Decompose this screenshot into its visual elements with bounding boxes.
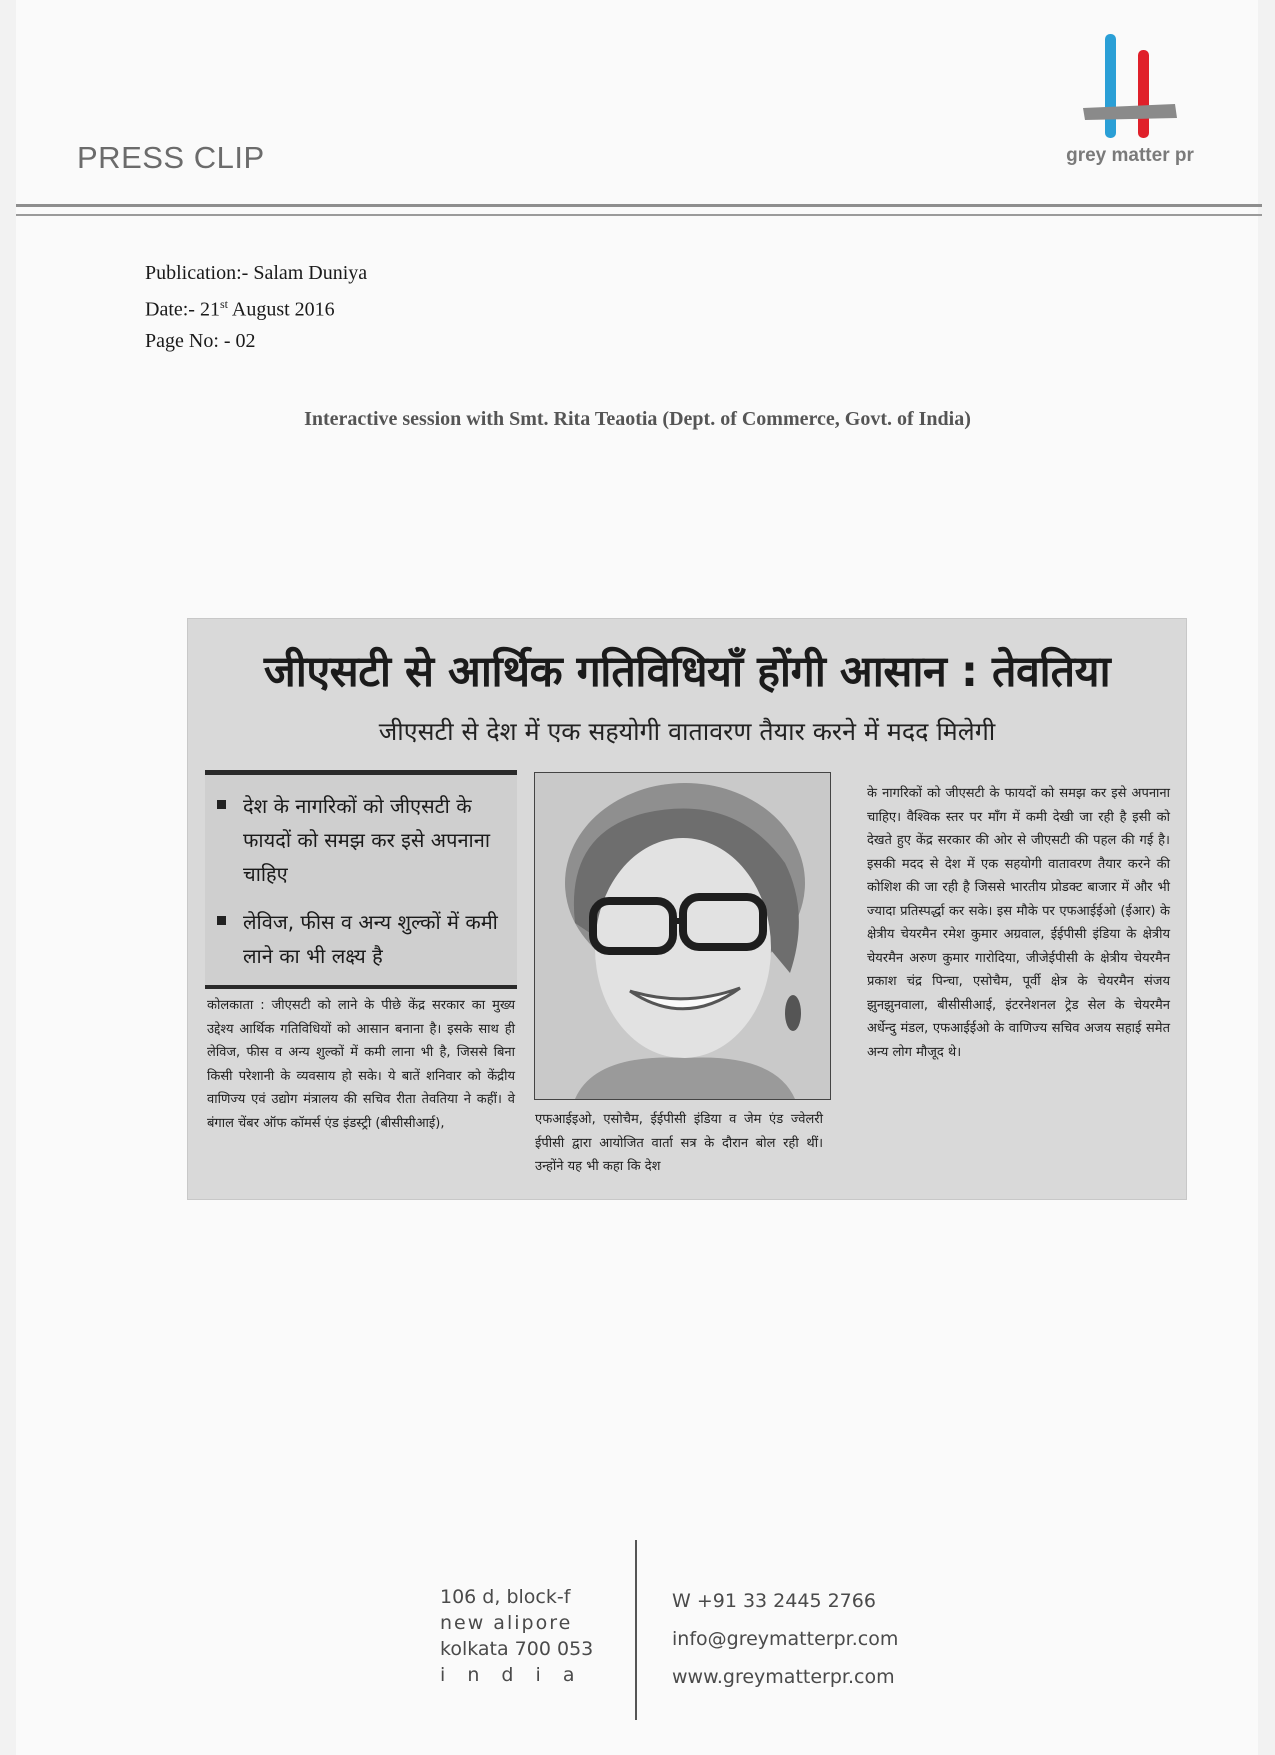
portrait-photo <box>534 772 831 1100</box>
logo-wordmark: grey matter pr <box>1066 145 1194 166</box>
header-rule-thin <box>16 214 1262 216</box>
footer-contact <box>672 1582 898 1696</box>
newspaper-clipping <box>187 618 1187 1200</box>
article-column-3: के नागरिकों को जीएसटी के फायदों को समझ कर इसे अपनाना चाहिए। वैश्विक स्तर पर माँग में कमी देखी जा रही है इसी को देखते हुए केंद्र सरकार की ओर से जीएसटी की पहल की गई है। इसकी मदद से देश में एक सहयोगी वातावरण तैयार करने की कोशिश की जा रही है जिससे भारतीय प्रोडक्ट बाजार में और भी ज्यादा प्रतिस्पर्द्धा कर सके। इस मौके पर एफआईईओ (ईआर) के क्षेत्रीय चेयरमैन रमेश कुमार अग्रवाल, ईईपीसी इंडिया के क्षेत्रीय चेयरमैन अरुण कुमार गारोदिया, जीजेईपीसी के क्षेत्रीय चेयरमैन प्रकाश चंद्र पिन्चा, एसोचैम, पूर्वी क्षेत्र के चेयरमैन संजय झुनझुनवाला, बीसीसीआई, इंटरनेशनल ट्रेड सेल के चेयरमैन अर्धेन्दु मंडल, एफआईईओ के वाणिज्य सचिव अजय सहाई समेत अन्य लोग मौजूद थे। <box>867 786 1170 1060</box>
bullet-icon <box>217 800 226 809</box>
publication-date: Date:- 21st August 2016 <box>145 297 335 321</box>
footer-divider <box>635 1540 637 1720</box>
highlights-box <box>205 770 517 989</box>
website-link[interactable]: www.greymatterpr.com <box>672 1666 895 1688</box>
email-link[interactable]: info@greymatterpr.com <box>672 1628 899 1650</box>
phone-number: W +91 33 2445 2766 <box>672 1590 876 1612</box>
address-line: 106 d, block-f <box>440 1586 571 1608</box>
article-headline: जीएसटी से आर्थिक गतिविधियाँ होंगी आसान : तेवतिया <box>263 647 1111 697</box>
footer-address <box>440 1584 593 1688</box>
clip-caption: Interactive session with Smt. Rita Teaotia (Dept. of Commerce, Govt. of India) <box>304 408 971 430</box>
publication: Publication:- Salam Duniya <box>145 262 368 284</box>
page-title: PRESS CLIP <box>77 140 265 175</box>
grey-matter-logo <box>1075 32 1185 142</box>
article-column-2: एफआईइओ, एसोचैम, ईईपीसी इंडिया व जेम एंड ज्वेलरी ईपीसी द्वारा आयोजित वार्ता सत्र के दौरान बोल रही थीं। उन्होंने यह भी कहा कि देश <box>535 1112 823 1174</box>
highlight-item: लेविज, फीस व अन्य शुल्कों में कमी लाने का भी लक्ष्य है <box>205 905 517 973</box>
publication-meta <box>145 258 367 357</box>
article-column-1: कोलकाता : जीएसटी को लाने के पीछे केंद्र सरकार का मुख्य उद्देश्य आर्थिक गतिविधियों को आसान बनाना है। इसके साथ ही लेविज, फीस व अन्य शुल्कों में कमी लाना भी है, जिससे बिना किसी परेशानी के व्यवसाय हो सके। ये बातें शनिवार को केंद्रीय वाणिज्य एवं उद्योग मंत्रालय की सचिव रीता तेवतिया ने कहीं। वे बंगाल चेंबर ऑफ कॉमर्स एंड इंडस्ट्री (बीसीसीआई), <box>207 998 515 1131</box>
header-rule <box>16 204 1262 207</box>
page-number: Page No: - 02 <box>145 329 256 352</box>
address-line: i n d i a <box>440 1664 583 1686</box>
address-line: new alipore <box>440 1612 573 1634</box>
highlight-item: देश के नागरिकों को जीएसटी के फायदों को समझ कर इसे अपनाना चाहिए <box>205 789 517 891</box>
address-line: kolkata 700 053 <box>440 1638 594 1660</box>
bullet-icon <box>217 916 226 925</box>
article-subheadline: जीएसटी से देश में एक सहयोगी वातावरण तैयार करने में मदद मिलेगी <box>378 717 996 746</box>
